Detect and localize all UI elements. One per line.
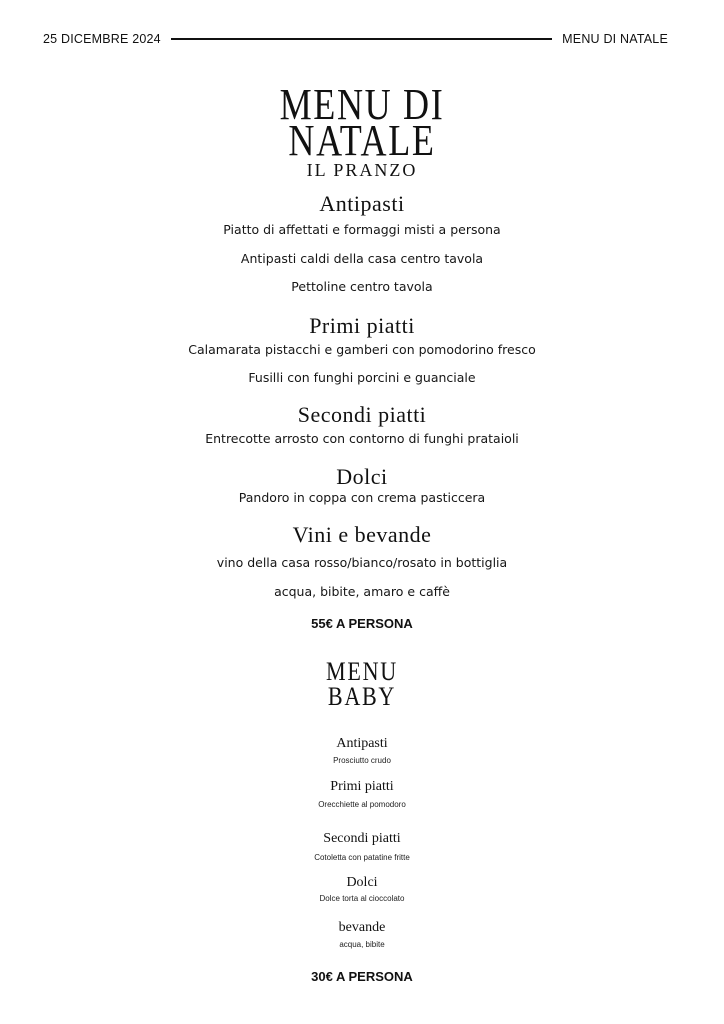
menu-item: Antipasti caldi della casa centro tavola	[240, 251, 484, 266]
baby-item: acqua, bibite	[339, 940, 385, 949]
section-title-antipasti: Antipasti	[319, 191, 405, 216]
menu-item: Pandoro in coppa con crema pasticcera	[238, 490, 486, 505]
menu-item: Entrecotte arrosto con contorno di funghi prataioli	[205, 431, 519, 446]
baby-section-bevande: bevande	[338, 920, 386, 935]
page-header	[43, 32, 668, 46]
baby-section-primi: Primi piatti	[330, 779, 394, 794]
baby-item: Orecchiette al pomodoro	[318, 800, 406, 809]
header-title: MENU DI NATALE	[562, 32, 668, 46]
section-title-dolci: Dolci	[336, 464, 388, 489]
header-divider	[171, 38, 552, 40]
baby-section-antipasti: Antipasti	[336, 736, 388, 751]
baby-section-secondi: Secondi piatti	[323, 831, 401, 846]
baby-item: Prosciutto crudo	[333, 756, 391, 765]
section-title-secondi: Secondi piatti	[297, 402, 427, 427]
baby-title-line1: MENU	[326, 657, 398, 686]
section-title-vini: Vini e bevande	[292, 522, 432, 547]
menu-item: vino della casa rosso/bianco/rosato in bottiglia	[216, 555, 508, 570]
menu-item: Fusilli con funghi porcini e guanciale	[248, 370, 476, 385]
menu-item: Calamarata pistacchi e gamberi con pomodorino fresco	[188, 342, 536, 357]
main-subtitle: IL PRANZO	[306, 160, 418, 180]
main-title-line2: NATALE	[288, 116, 436, 165]
baby-title-line2: BABY	[327, 682, 397, 711]
header-date: 25 DICEMBRE 2024	[43, 32, 161, 46]
main-price: 55€ A PERSONA	[311, 616, 413, 631]
baby-section-dolci: Dolci	[346, 875, 378, 890]
baby-item: Dolce torta al cioccolato	[319, 894, 405, 903]
baby-price: 30€ A PERSONA	[311, 969, 413, 984]
main-title-line1: MENU DI	[279, 80, 445, 129]
menu-item: acqua, bibite, amaro e caffè	[274, 584, 450, 599]
menu-item: Pettoline centro tavola	[291, 279, 433, 294]
section-title-primi: Primi piatti	[309, 313, 415, 338]
menu-item: Piatto di affettati e formaggi misti a persona	[223, 222, 501, 237]
baby-item: Cotoletta con patatine fritte	[314, 853, 410, 862]
